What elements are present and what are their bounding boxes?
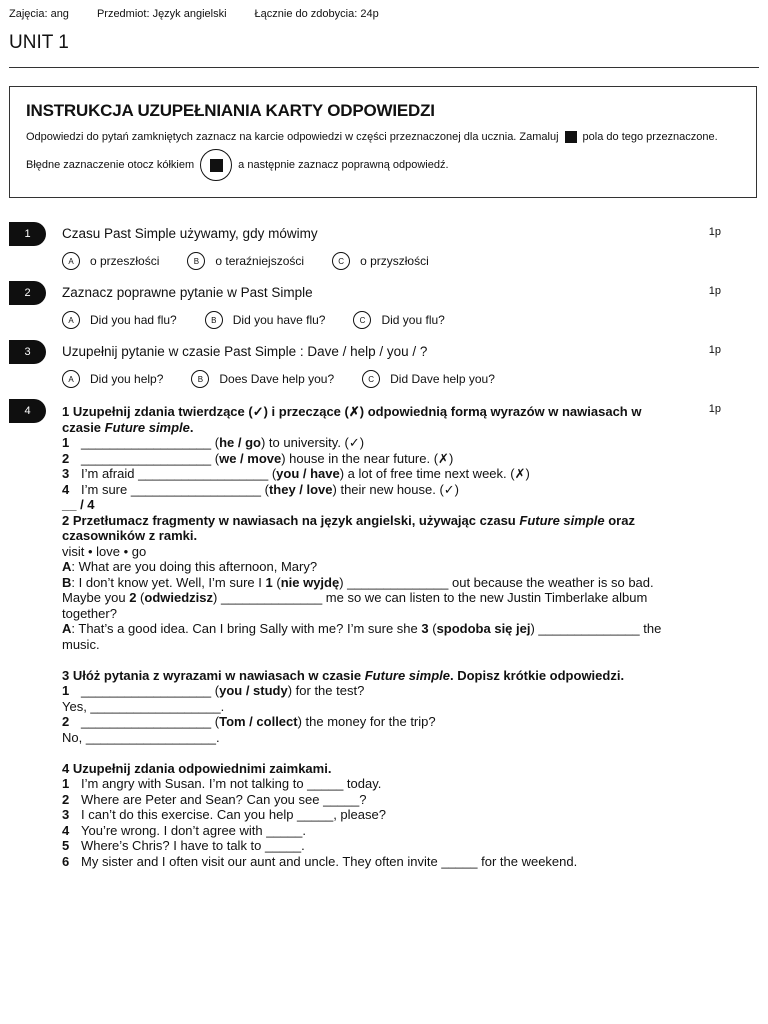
question-number-badge: 3 <box>9 340 46 364</box>
exercise-2-word-box: visit • love • go <box>62 543 147 559</box>
option-text: Did Dave help you? <box>390 372 495 386</box>
exercise-3-question: 2 __________________ (Tom / collect) the money for the trip? <box>62 714 436 729</box>
option-a[interactable] <box>62 311 177 329</box>
option-text: Does Dave help you? <box>219 372 335 386</box>
header-meta <box>9 8 407 20</box>
exercise-1-title: 1 Uzupełnij zdania twierdzące (✓) i przeczące (✗) odpowiednią formą wyrazów w nawiasach w czasie Future simple. <box>62 404 642 435</box>
exercise-1-item: 2 __________________ (we / move) house in the near future. (✗) <box>62 450 454 466</box>
filled-square-icon <box>565 131 577 143</box>
header-divider <box>9 67 759 68</box>
instructions-line-2 <box>26 149 740 181</box>
option-letter-circle: B <box>187 252 205 270</box>
circled-square-icon <box>200 149 232 181</box>
option-letter-circle: A <box>62 252 80 270</box>
option-text: Did you had flu? <box>90 313 177 327</box>
dialogue-line: A: What are you doing this afternoon, Mary? <box>62 559 318 574</box>
option-letter-circle: C <box>332 252 350 270</box>
option-text: Did you have flu? <box>232 313 326 327</box>
meta-przedmiot: Przedmiot: Język angielski <box>96 8 227 20</box>
instructions-line-1-a: Odpowiedzi do pytań zamkniętych zaznacz na karcie odpowiedzi w części przeznaczonej dla ucznia. Zamaluj <box>26 131 559 143</box>
option-letter-circle: A <box>62 311 80 329</box>
exercise-3-question: 1 __________________ (you / study) for the test? <box>62 683 365 698</box>
unit-title: UNIT 1 <box>9 32 69 53</box>
exercise-4-item: 1 I’m angry with Susan. I’m not talking to _____ today. <box>62 776 382 791</box>
instructions-title: INSTRUKCJA UZUPEŁNIANIA KARTY ODPOWIEDZI <box>26 101 435 120</box>
question-4-body <box>62 404 662 869</box>
instructions-line-1-b: pola do tego przeznaczone. <box>582 131 718 143</box>
option-text: o przeszłości <box>90 254 160 268</box>
instructions-line-1 <box>26 131 740 143</box>
exercise-4-item: 3 I can’t do this exercise. Can you help _____, please? <box>62 807 386 822</box>
option-text: Did you flu? <box>381 313 445 327</box>
option-b[interactable] <box>205 311 326 329</box>
question-number-badge: 2 <box>9 281 46 305</box>
exercise-4-item: 6 My sister and I often visit our aunt and uncle. They often invite _____ for the weekend. <box>62 853 578 869</box>
option-letter-circle: C <box>362 370 380 388</box>
dialogue-line: B: I don’t know yet. Well, I’m sure I 1 (nie wyjdę) ______________ out because the weather is so bad. Maybe you 2 (odwiedzisz) ______________ me so we can listen to the new Justin Timberlake album together? <box>62 574 654 621</box>
exercise-4-title: 4 Uzupełnij zdania odpowiednimi zaimkami. <box>62 760 332 776</box>
exercise-3-answer: No, __________________. <box>62 729 220 745</box>
question-text: Czasu Past Simple używamy, gdy mówimy <box>62 226 318 241</box>
option-c[interactable] <box>332 252 429 270</box>
exercise-1-item: 3 I’m afraid __________________ (you / have) a lot of free time next week. (✗) <box>62 466 530 481</box>
option-text: o przyszłości <box>360 254 429 268</box>
meta-points-total: Łącznie do zdobycia: 24p <box>254 8 379 20</box>
question-options <box>62 370 523 388</box>
option-c[interactable] <box>362 370 495 388</box>
question-points: 1p <box>708 226 721 238</box>
option-b[interactable] <box>187 252 304 270</box>
question-points: 1p <box>708 344 721 356</box>
question-number-badge: 4 <box>9 399 46 423</box>
exercise-1-item: 1 __________________ (he / go) to university. (✓) <box>62 435 365 450</box>
question-points: 1p <box>708 285 721 297</box>
option-a[interactable] <box>62 370 163 388</box>
exercise-1-score: __ / 4 <box>62 497 95 512</box>
question-number-badge: 1 <box>9 222 46 246</box>
option-letter-circle: C <box>353 311 371 329</box>
instructions-line-2-a: Błędne zaznaczenie otocz kółkiem <box>26 159 195 171</box>
question-text: Zaznacz poprawne pytanie w Past Simple <box>62 285 313 300</box>
exercise-4-item: 2 Where are Peter and Sean? Can you see _____? <box>62 791 367 807</box>
option-letter-circle: B <box>191 370 209 388</box>
exercise-3-title: 3 Ułóż pytania z wyrazami w nawiasach w czasie Future simple. Dopisz krótkie odpowiedzi. <box>62 667 625 683</box>
exercise-4-item: 5 Where’s Chris? I have to talk to _____. <box>62 838 305 853</box>
option-letter-circle: A <box>62 370 80 388</box>
exercise-3-answer: Yes, __________________. <box>62 698 225 714</box>
exercise-4-item: 4 You’re wrong. I don’t agree with _____. <box>62 822 307 838</box>
instructions-line-2-b: a następnie zaznacz poprawną odpowiedź. <box>238 159 449 171</box>
instructions-box <box>9 86 757 198</box>
option-b[interactable] <box>191 370 334 388</box>
dialogue-line: A: That’s a good idea. Can I bring Sally with me? I’m sure she 3 (spodoba się jej) ______________ the music. <box>62 621 662 652</box>
option-a[interactable] <box>62 252 159 270</box>
question-options <box>62 252 457 270</box>
option-c[interactable] <box>353 311 444 329</box>
exercise-2-title: 2 Przetłumacz fragmenty w nawiasach na język angielski, używając czasu Future simple oraz czasowników z ramki. <box>62 512 635 543</box>
option-text: Did you help? <box>90 372 164 386</box>
question-text: Uzupełnij pytanie w czasie Past Simple : Dave / help / you / ? <box>62 344 428 359</box>
option-letter-circle: B <box>205 311 223 329</box>
question-options <box>62 311 473 329</box>
exercise-1-item: 4 I’m sure __________________ (they / love) their new house. (✓) <box>62 481 460 497</box>
option-text: o teraźniejszości <box>215 254 305 268</box>
question-points: 1p <box>708 403 721 415</box>
meta-zajecia: Zajęcia: ang <box>9 8 69 20</box>
